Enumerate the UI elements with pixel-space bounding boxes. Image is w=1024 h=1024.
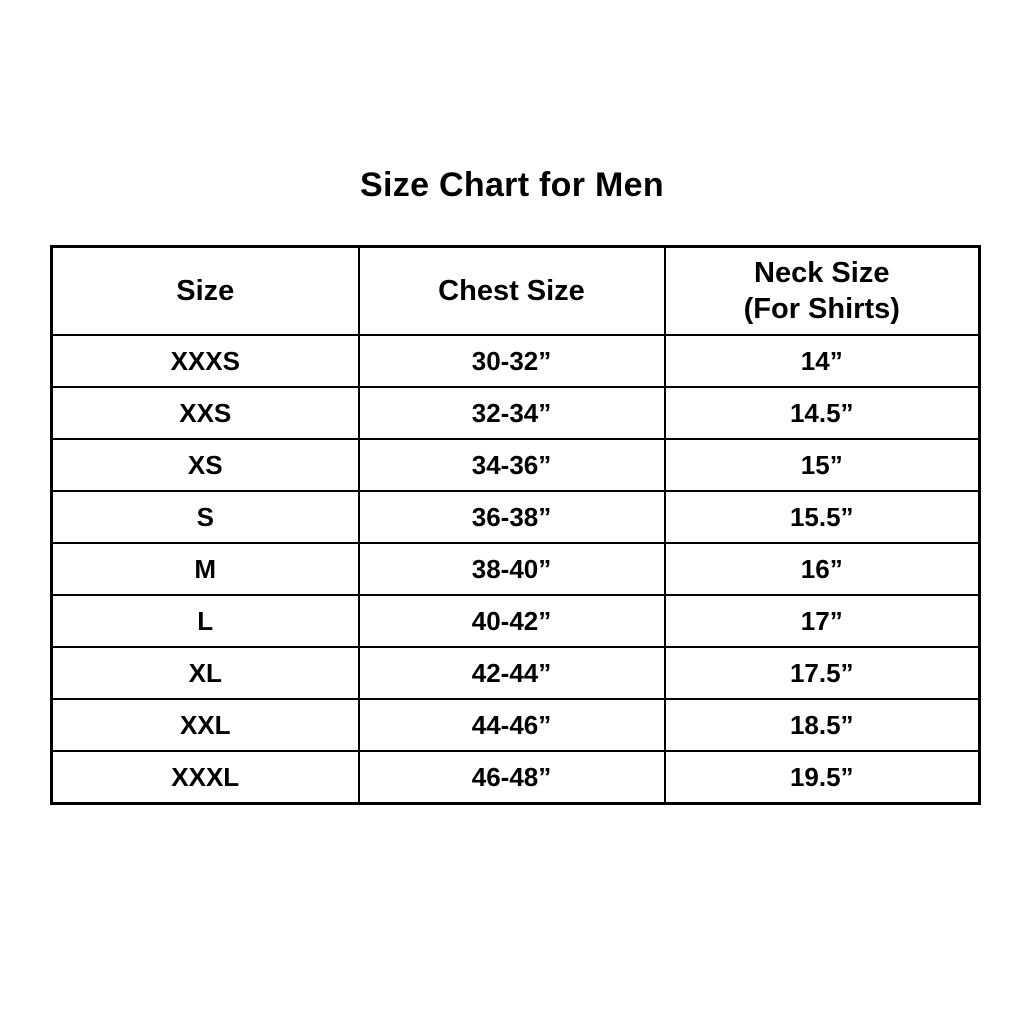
cell-chest: 32-34” bbox=[359, 387, 665, 439]
cell-chest: 44-46” bbox=[359, 699, 665, 751]
cell-neck: 15” bbox=[665, 439, 980, 491]
cell-neck: 16” bbox=[665, 543, 980, 595]
table-row bbox=[52, 595, 980, 647]
cell-size: XXXL bbox=[52, 751, 359, 804]
header-chest-size-label: Chest Size bbox=[438, 274, 585, 307]
table-row bbox=[52, 387, 980, 439]
table-header bbox=[52, 247, 980, 336]
table-row bbox=[52, 335, 980, 387]
cell-size: XS bbox=[52, 439, 359, 491]
cell-chest: 30-32” bbox=[359, 335, 665, 387]
cell-neck: 18.5” bbox=[665, 699, 980, 751]
cell-size: L bbox=[52, 595, 359, 647]
cell-chest: 34-36” bbox=[359, 439, 665, 491]
header-size bbox=[52, 247, 359, 336]
cell-chest: 38-40” bbox=[359, 543, 665, 595]
cell-chest: 40-42” bbox=[359, 595, 665, 647]
cell-size: M bbox=[52, 543, 359, 595]
header-size-label: Size bbox=[176, 274, 235, 307]
cell-neck: 17.5” bbox=[665, 647, 980, 699]
table-row bbox=[52, 491, 980, 543]
size-chart-table bbox=[50, 245, 981, 805]
cell-chest: 46-48” bbox=[359, 751, 665, 804]
cell-neck: 15.5” bbox=[665, 491, 980, 543]
table-body bbox=[52, 335, 980, 804]
header-chest-size bbox=[359, 247, 665, 336]
table-row bbox=[52, 699, 980, 751]
cell-chest: 42-44” bbox=[359, 647, 665, 699]
cell-neck: 14.5” bbox=[665, 387, 980, 439]
page-title: Size Chart for Men bbox=[360, 166, 664, 204]
cell-neck: 17” bbox=[665, 595, 980, 647]
cell-size: S bbox=[52, 491, 359, 543]
cell-size: XL bbox=[52, 647, 359, 699]
header-neck-size bbox=[665, 247, 980, 336]
cell-size: XXS bbox=[52, 387, 359, 439]
table-row bbox=[52, 543, 980, 595]
header-row bbox=[52, 247, 980, 336]
table-row bbox=[52, 751, 980, 804]
table-row bbox=[52, 647, 980, 699]
cell-size: XXL bbox=[52, 699, 359, 751]
table-row bbox=[52, 439, 980, 491]
header-neck-size-sublabel: (For Shirts) bbox=[743, 293, 900, 325]
cell-chest: 36-38” bbox=[359, 491, 665, 543]
cell-neck: 14” bbox=[665, 335, 980, 387]
cell-neck: 19.5” bbox=[665, 751, 980, 804]
header-neck-size-label: Neck Size bbox=[754, 256, 890, 289]
cell-size: XXXS bbox=[52, 335, 359, 387]
